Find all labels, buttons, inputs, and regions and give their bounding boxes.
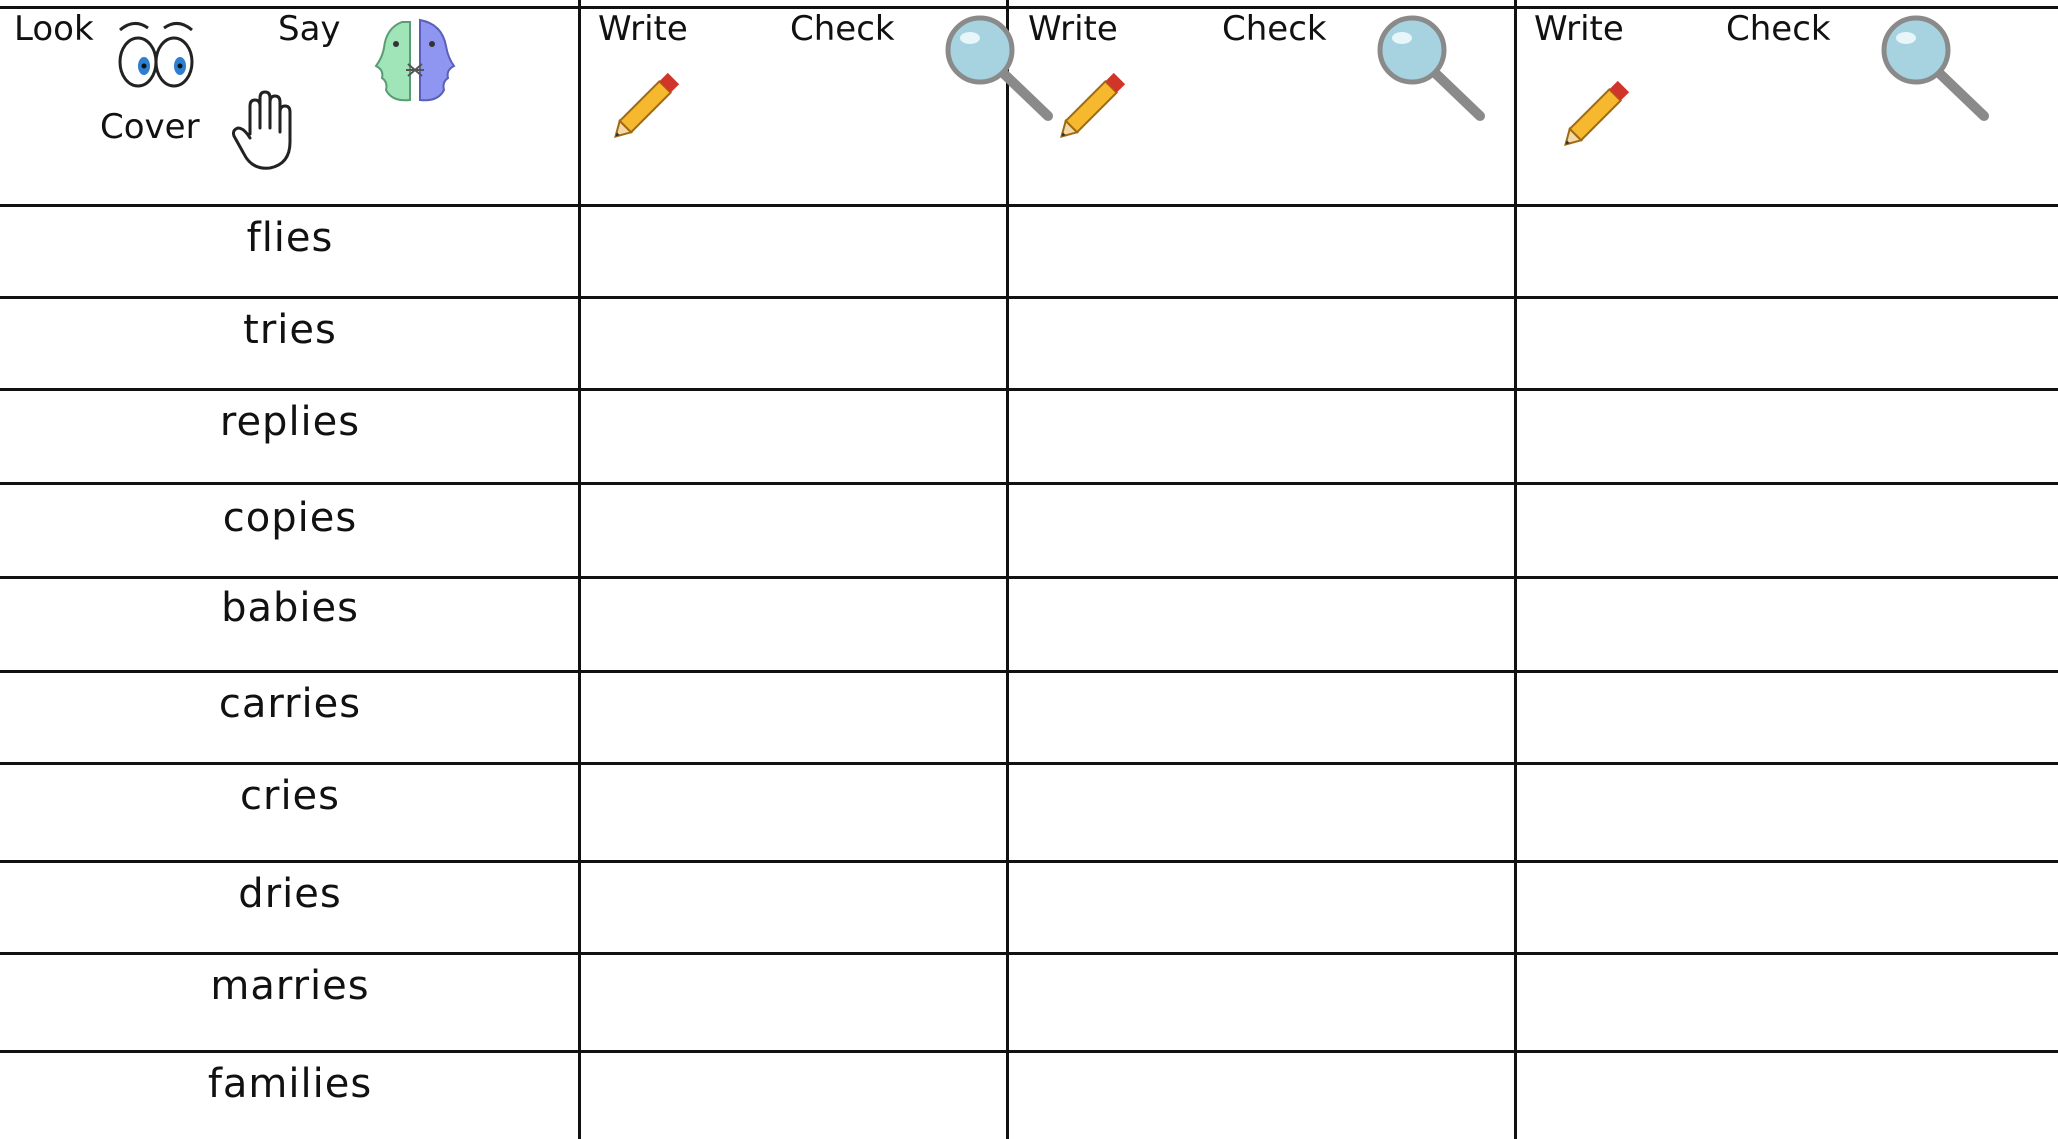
pencil-icon	[1550, 66, 1646, 158]
word-cell: families	[207, 1061, 373, 1107]
word-cell: copies	[222, 495, 358, 541]
say-label: Say	[278, 9, 341, 49]
magnifying-glass-icon	[1376, 12, 1496, 124]
word-cell: replies	[219, 399, 361, 445]
word-cell: cries	[240, 773, 340, 819]
word-cell: dries	[238, 871, 342, 917]
eyes-icon	[114, 16, 200, 92]
check-label: Check	[790, 9, 895, 49]
cover-label: Cover	[100, 107, 200, 147]
check-label: Check	[1726, 9, 1831, 49]
pencil-icon	[600, 58, 696, 150]
word-cell: tries	[243, 307, 337, 353]
write-label: Write	[598, 9, 688, 49]
write-label: Write	[1028, 9, 1118, 49]
word-cell: babies	[221, 585, 359, 631]
answer-column-attempt-2[interactable]	[1009, 207, 1514, 1139]
pencil-icon	[1046, 58, 1142, 150]
answer-column-attempt-1[interactable]	[581, 207, 1006, 1139]
magnifying-glass-icon	[1880, 12, 2000, 124]
talking-faces-icon	[372, 14, 456, 110]
answer-column-attempt-3[interactable]	[1517, 207, 2058, 1139]
look-label: Look	[14, 9, 94, 49]
check-label: Check	[1222, 9, 1327, 49]
write-label: Write	[1534, 9, 1624, 49]
word-cell: marries	[210, 963, 370, 1009]
word-cell: carries	[218, 681, 362, 727]
hand-icon	[228, 88, 300, 172]
word-cell: flies	[246, 215, 334, 261]
